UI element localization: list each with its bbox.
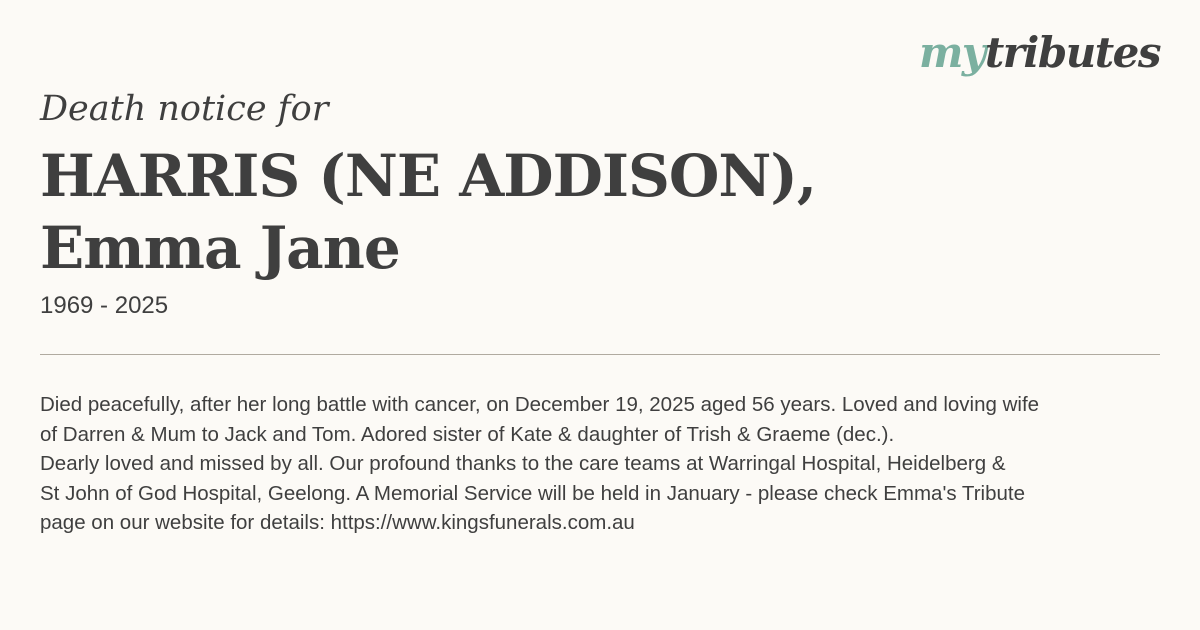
notice-line: Died peacefully, after her long battle with cancer, on December 19, 2025 aged 56 years. Loved and loving wife	[40, 393, 1040, 416]
notice-line: page on our website for details: https://www.kingsfunerals.com.au	[40, 511, 635, 534]
mytributes-logo	[918, 28, 1160, 77]
notice-body	[40, 390, 1150, 538]
logo-tributes-text: tributes	[984, 28, 1160, 77]
deceased-name	[40, 140, 816, 284]
logo-my-text: my	[918, 28, 985, 77]
notice-line: Dearly loved and missed by all. Our profound thanks to the care teams at Warringal Hospital, Heidelberg &	[40, 452, 1006, 475]
life-years: 1969 - 2025	[40, 292, 169, 319]
notice-line: of Darren & Mum to Jack and Tom. Adored sister of Kate & daughter of Trish & Graeme (dec.).	[40, 422, 895, 446]
notice-line: St John of God Hospital, Geelong. A Memorial Service will be held in January - please check Emma's Tribute	[40, 481, 1025, 505]
given-names-line: Emma Jane	[40, 214, 400, 282]
notice-intro: Death notice for	[40, 89, 329, 129]
surname-line: HARRIS (NE ADDISON),	[40, 142, 817, 210]
divider	[40, 354, 1160, 355]
